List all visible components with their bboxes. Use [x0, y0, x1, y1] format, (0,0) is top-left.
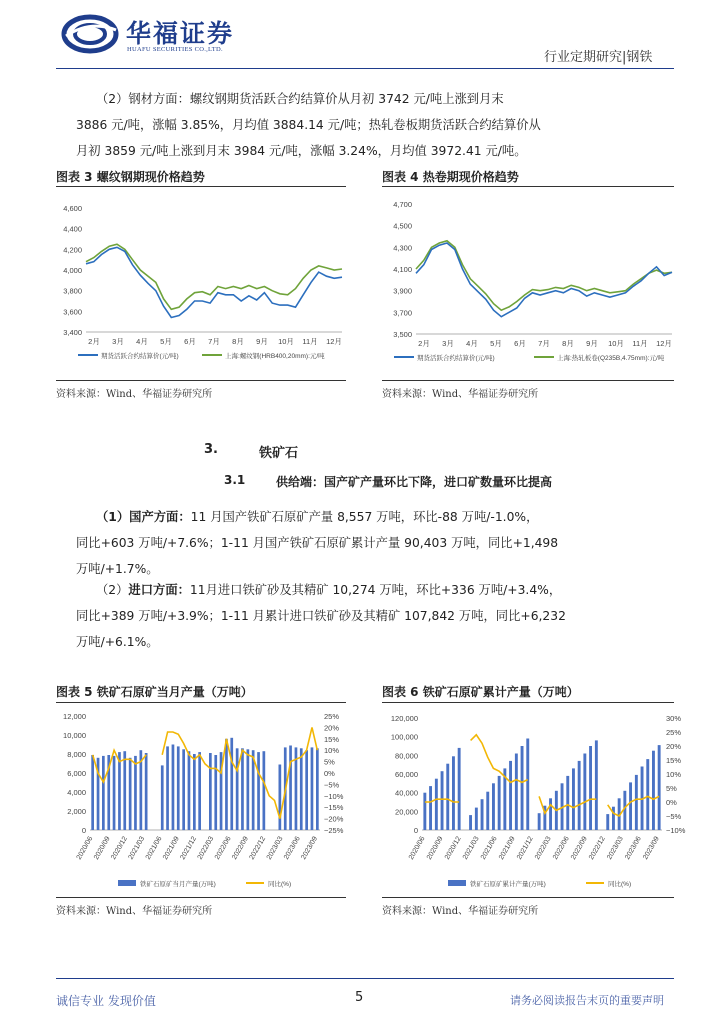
y-tick-label: 40,000	[395, 788, 418, 798]
bar	[279, 765, 282, 831]
y-tick-label: 3,800	[63, 286, 82, 296]
bar	[236, 748, 239, 830]
bar	[113, 756, 116, 830]
bar	[247, 749, 250, 830]
bar	[118, 752, 121, 830]
y-tick-label: 3,600	[63, 307, 82, 317]
figure-5-source: 资料来源：Wind、华福证券研究所	[56, 906, 213, 917]
subsection-title: 供给端：国产矿产量环比下降，进口矿数量环比提高	[276, 475, 553, 489]
hrc-price-chart	[382, 192, 674, 372]
y2-tick-label: 10%	[324, 746, 340, 756]
legend-label: 同比(%)	[268, 881, 292, 888]
y-tick-label: 60,000	[395, 770, 418, 779]
x-tick-label: 2020/09	[92, 835, 112, 861]
figure-4-rule	[382, 186, 674, 187]
x-tick-label: 5月	[160, 337, 172, 346]
section-title: 铁矿石	[259, 446, 299, 461]
y-tick-label: 3,400	[63, 328, 82, 337]
x-tick-label: 2021/06	[144, 835, 164, 861]
x-tick-label: 2023/06	[624, 835, 643, 861]
y2-tick-label: 15%	[666, 756, 682, 765]
x-tick-label: 3月	[442, 339, 454, 348]
y-tick-label: 3,500	[393, 330, 412, 339]
bar	[481, 799, 484, 830]
bar	[145, 753, 148, 830]
bar	[458, 748, 461, 830]
y2-tick-label: 15%	[324, 734, 340, 744]
import-prefix: （2）	[96, 583, 129, 597]
y-tick-label: 20,000	[395, 807, 418, 817]
legend-label: 上海:螺纹钢(HRB400,20mm):元/吨	[225, 353, 325, 360]
bar	[214, 755, 217, 830]
x-tick-label: 11月	[302, 337, 318, 346]
x-tick-label: 2023/06	[283, 835, 302, 861]
bar	[134, 756, 137, 830]
y2-tick-label: −20%	[324, 814, 344, 824]
series-line-2	[86, 244, 342, 309]
paragraph-line: 月初 3859 元/吨上涨到月末 3984 元/吨，涨幅 3.24%，月均值 3972.41 元/吨。	[76, 144, 527, 158]
legend-label: 铁矿石原矿当月产量(万吨)	[140, 881, 216, 888]
x-tick-label: 2020/06	[75, 835, 95, 861]
bar	[225, 739, 228, 830]
x-tick-label: 2月	[418, 339, 430, 348]
bar	[629, 782, 632, 830]
bar	[498, 776, 501, 830]
x-tick-label: 2023/09	[642, 835, 661, 861]
legend-label: 期货活跃合约结算价(元/吨)	[417, 355, 495, 362]
y2-tick-label: 5%	[666, 784, 677, 793]
bar	[572, 768, 575, 830]
y-tick-label: 4,400	[63, 224, 82, 234]
series-line-1	[416, 243, 672, 317]
y2-tick-label: 10%	[666, 770, 682, 779]
y-tick-label: 12,000	[63, 712, 86, 721]
bar	[578, 761, 581, 830]
y-tick-label: 4,100	[393, 265, 412, 274]
x-tick-label: 7月	[538, 339, 550, 348]
bar	[549, 798, 552, 830]
x-tick-label: 5月	[490, 339, 502, 348]
x-tick-label: 2021/03	[461, 835, 481, 861]
bar	[583, 754, 586, 831]
paragraph-line: 同比+389 万吨/+3.9%；1-11 月累计进口铁矿砂及其精矿 107,842 万吨，同比+6,232	[76, 609, 566, 623]
iron-ore-monthly-chart	[56, 706, 346, 892]
bar	[429, 786, 432, 830]
bar	[509, 761, 512, 830]
figure-4-bottom-rule	[382, 380, 674, 381]
x-tick-label: 2022/03	[196, 835, 216, 861]
y2-tick-label: −15%	[324, 803, 344, 813]
x-tick-label: 3月	[112, 337, 124, 346]
y2-tick-label: 20%	[324, 723, 340, 733]
bar	[311, 747, 314, 830]
figure-5-bottom-rule	[56, 897, 346, 898]
x-tick-label: 10月	[278, 337, 294, 346]
bar	[316, 748, 319, 830]
y-tick-label: 6,000	[67, 769, 86, 778]
domestic-label: （1）国产方面：	[96, 510, 191, 524]
bar	[289, 746, 292, 831]
y2-tick-label: 0%	[666, 798, 677, 807]
y2-tick-label: 25%	[666, 728, 682, 737]
y-tick-label: 4,000	[63, 266, 82, 275]
paragraph-line	[76, 504, 652, 530]
x-tick-label: 12月	[656, 339, 672, 348]
bar	[566, 776, 569, 830]
bar	[486, 792, 489, 830]
x-tick-label: 2022/06	[213, 835, 233, 861]
footer-divider	[56, 978, 674, 979]
y2-tick-label: −10%	[666, 826, 686, 835]
x-tick-label: 2020/09	[425, 835, 445, 861]
bar	[257, 752, 260, 830]
figure-3-bottom-rule	[56, 380, 346, 381]
bar	[300, 748, 303, 830]
bar	[129, 758, 132, 830]
y2-tick-label: −25%	[324, 826, 344, 835]
y-tick-label: 3,900	[393, 286, 412, 296]
y2-tick-label: 5%	[324, 757, 335, 767]
figure-6-rule	[382, 702, 674, 703]
domestic-paragraph	[76, 504, 652, 582]
y2-tick-label: 30%	[666, 714, 682, 723]
bar	[515, 754, 518, 831]
bar	[263, 751, 266, 830]
y-tick-label: 2,000	[67, 807, 86, 816]
x-tick-label: 2021/09	[162, 835, 181, 861]
paragraph-line: 同比+603 万吨/+7.6%；1-11 月国产铁矿石原矿累计产量 90,403 万吨，同比+1,498	[76, 536, 559, 550]
bar	[452, 756, 455, 830]
paragraph-line: 万吨/+6.1%。	[76, 635, 159, 649]
y2-tick-label: 25%	[324, 712, 340, 721]
y-tick-label: 4,500	[393, 221, 412, 231]
bar	[241, 748, 244, 830]
bar	[652, 751, 655, 830]
bar	[612, 807, 615, 830]
iron-ore-cumulative-chart	[382, 706, 686, 892]
x-tick-label: 4月	[466, 339, 478, 348]
x-tick-label: 2021/06	[479, 835, 499, 861]
y-tick-label: 4,000	[67, 788, 86, 797]
company-logo-icon	[62, 14, 122, 54]
x-tick-label: 2020/12	[110, 835, 129, 861]
domestic-text: 11 月国产铁矿石原矿产量 8,557 万吨，环比-88 万吨/-1.0%，	[190, 510, 539, 524]
x-tick-label: 2021/12	[179, 835, 199, 861]
logo-english-name: HUAFU SECURITIES CO.,LTD.	[127, 46, 223, 53]
figure-6-bottom-rule	[382, 897, 674, 898]
bar	[538, 813, 541, 830]
x-tick-label: 2022/09	[570, 835, 589, 861]
x-tick-label: 2023/03	[265, 835, 285, 861]
figure-4-source: 资料来源：Wind、华福证券研究所	[382, 389, 539, 400]
bar	[646, 759, 649, 830]
y2-tick-label: 20%	[666, 742, 682, 751]
paragraph-line: （2）钢材方面：螺纹钢期货活跃合约结算价从月初 3742 元/吨上涨到月末	[96, 92, 504, 106]
x-tick-label: 8月	[562, 339, 574, 348]
figure-6-title: 图表 6 铁矿石原矿累计产量（万吨）	[382, 685, 579, 699]
bar	[492, 783, 495, 830]
bar	[305, 750, 308, 830]
legend-swatch	[118, 880, 136, 886]
x-tick-label: 12月	[326, 337, 342, 346]
y2-tick-label: −10%	[324, 791, 344, 801]
figure-5-title: 图表 5 铁矿石原矿当月产量（万吨）	[56, 685, 253, 699]
import-label: 进口方面：	[128, 583, 190, 597]
legend-label: 铁矿石原矿累计产量(万吨)	[470, 881, 546, 888]
bar	[102, 756, 105, 830]
x-tick-label: 2022/12	[588, 835, 607, 861]
y-tick-label: 4,700	[393, 200, 412, 209]
bar	[589, 746, 592, 830]
paragraph-line: 3886 元/吨，涨幅 3.85%，月均值 3884.14 元/吨；热轧卷板期货活跃合约结算价从	[76, 118, 541, 132]
bar	[441, 771, 444, 830]
figure-3-source: 资料来源：Wind、华福证券研究所	[56, 389, 213, 400]
x-tick-label: 2021/03	[127, 835, 147, 861]
legend-swatch	[448, 880, 466, 886]
x-tick-label: 2020/06	[407, 835, 427, 861]
x-tick-label: 2020/12	[443, 835, 463, 861]
legend-label: 期货活跃合约结算价(元/吨)	[101, 353, 179, 360]
figure-3-title: 图表 3 螺纹钢期现价格趋势	[56, 170, 205, 184]
logo-wordmark: 华福证券	[126, 19, 235, 48]
series-line-2	[416, 241, 672, 310]
x-tick-label: 2022/12	[248, 835, 268, 861]
figure-6-source: 资料来源：Wind、华福证券研究所	[382, 906, 539, 917]
bar	[161, 765, 164, 830]
bar	[182, 749, 185, 830]
bar	[606, 814, 609, 830]
y-tick-label: 120,000	[390, 714, 418, 723]
yoy-line	[608, 796, 659, 816]
x-tick-label: 2023/09	[300, 835, 320, 861]
bar	[595, 740, 598, 830]
y2-tick-label: 0%	[324, 769, 335, 778]
bar	[446, 764, 449, 830]
x-tick-label: 2月	[88, 337, 100, 346]
y-tick-label: 4,600	[63, 204, 82, 213]
bar	[198, 752, 201, 830]
figure-4-title: 图表 4 热卷期现价格趋势	[382, 170, 519, 184]
import-paragraph	[76, 577, 652, 655]
bar	[123, 751, 126, 830]
x-tick-label: 9月	[586, 339, 598, 348]
bar	[172, 745, 175, 831]
x-tick-label: 2022/09	[231, 835, 250, 861]
x-tick-label: 6月	[514, 339, 526, 348]
report-category: 行业定期研究|钢铁	[544, 50, 653, 65]
bar	[177, 746, 180, 830]
x-tick-label: 10月	[608, 339, 624, 348]
x-tick-label: 2021/09	[497, 835, 517, 861]
bar	[435, 779, 438, 830]
bar	[658, 745, 661, 830]
y-tick-label: 3,700	[393, 308, 412, 318]
bar	[166, 746, 169, 830]
y2-tick-label: −5%	[324, 780, 340, 790]
bar	[469, 815, 472, 830]
import-text: 11月进口铁矿砂及其精矿 10,274 万吨，环比+336 万吨/+3.4%，	[189, 583, 562, 597]
bar	[475, 808, 478, 830]
bar	[193, 754, 196, 830]
header-divider	[56, 68, 674, 69]
y-tick-label: 100,000	[390, 732, 418, 742]
x-tick-label: 4月	[136, 337, 148, 346]
series-line-1	[86, 247, 342, 317]
x-tick-label: 11月	[632, 339, 648, 348]
x-tick-label: 2022/06	[552, 835, 571, 861]
bar	[91, 755, 94, 830]
y-tick-label: 0	[413, 826, 418, 835]
yoy-line	[471, 735, 528, 783]
y-tick-label: 8,000	[67, 750, 86, 759]
figure-5-rule	[56, 702, 346, 703]
x-tick-label: 7月	[208, 337, 220, 346]
bar	[230, 738, 233, 830]
bar	[526, 739, 529, 831]
bar	[188, 751, 191, 830]
footer-disclaimer: 请务必阅读报告末页的重要声明	[510, 994, 664, 1007]
paragraph-line: 万吨/+1.7%。	[76, 562, 159, 576]
bar	[209, 753, 212, 830]
bar	[635, 775, 638, 830]
rebar-price-chart	[56, 192, 346, 372]
y-tick-label: 4,300	[393, 243, 412, 253]
section-number: 3.	[204, 442, 218, 457]
x-tick-label: 2023/03	[606, 835, 625, 861]
x-tick-label: 8月	[232, 337, 244, 346]
x-tick-label: 2022/03	[534, 835, 553, 861]
x-tick-label: 2021/12	[516, 835, 535, 861]
subsection-number: 3.1	[224, 473, 246, 487]
bar	[423, 793, 426, 830]
y-tick-label: 0	[81, 826, 86, 835]
y-tick-label: 80,000	[395, 751, 418, 761]
x-tick-label: 9月	[256, 337, 268, 346]
page-number: 5	[355, 990, 364, 1005]
figure-3-rule	[56, 186, 346, 187]
yoy-line	[162, 727, 317, 818]
legend-label: 上海:热轧板卷(Q235B,4.75mm):元/吨	[557, 355, 665, 362]
footer-slogan: 诚信专业 发现价值	[56, 994, 156, 1008]
legend-label: 同比(%)	[608, 881, 632, 888]
y-tick-label: 10,000	[63, 731, 86, 740]
y2-tick-label: −5%	[666, 812, 682, 821]
bar	[521, 746, 524, 830]
y-tick-label: 4,200	[63, 245, 82, 255]
steel-paragraph	[76, 86, 652, 164]
paragraph-line	[76, 577, 652, 603]
x-tick-label: 6月	[184, 337, 196, 346]
